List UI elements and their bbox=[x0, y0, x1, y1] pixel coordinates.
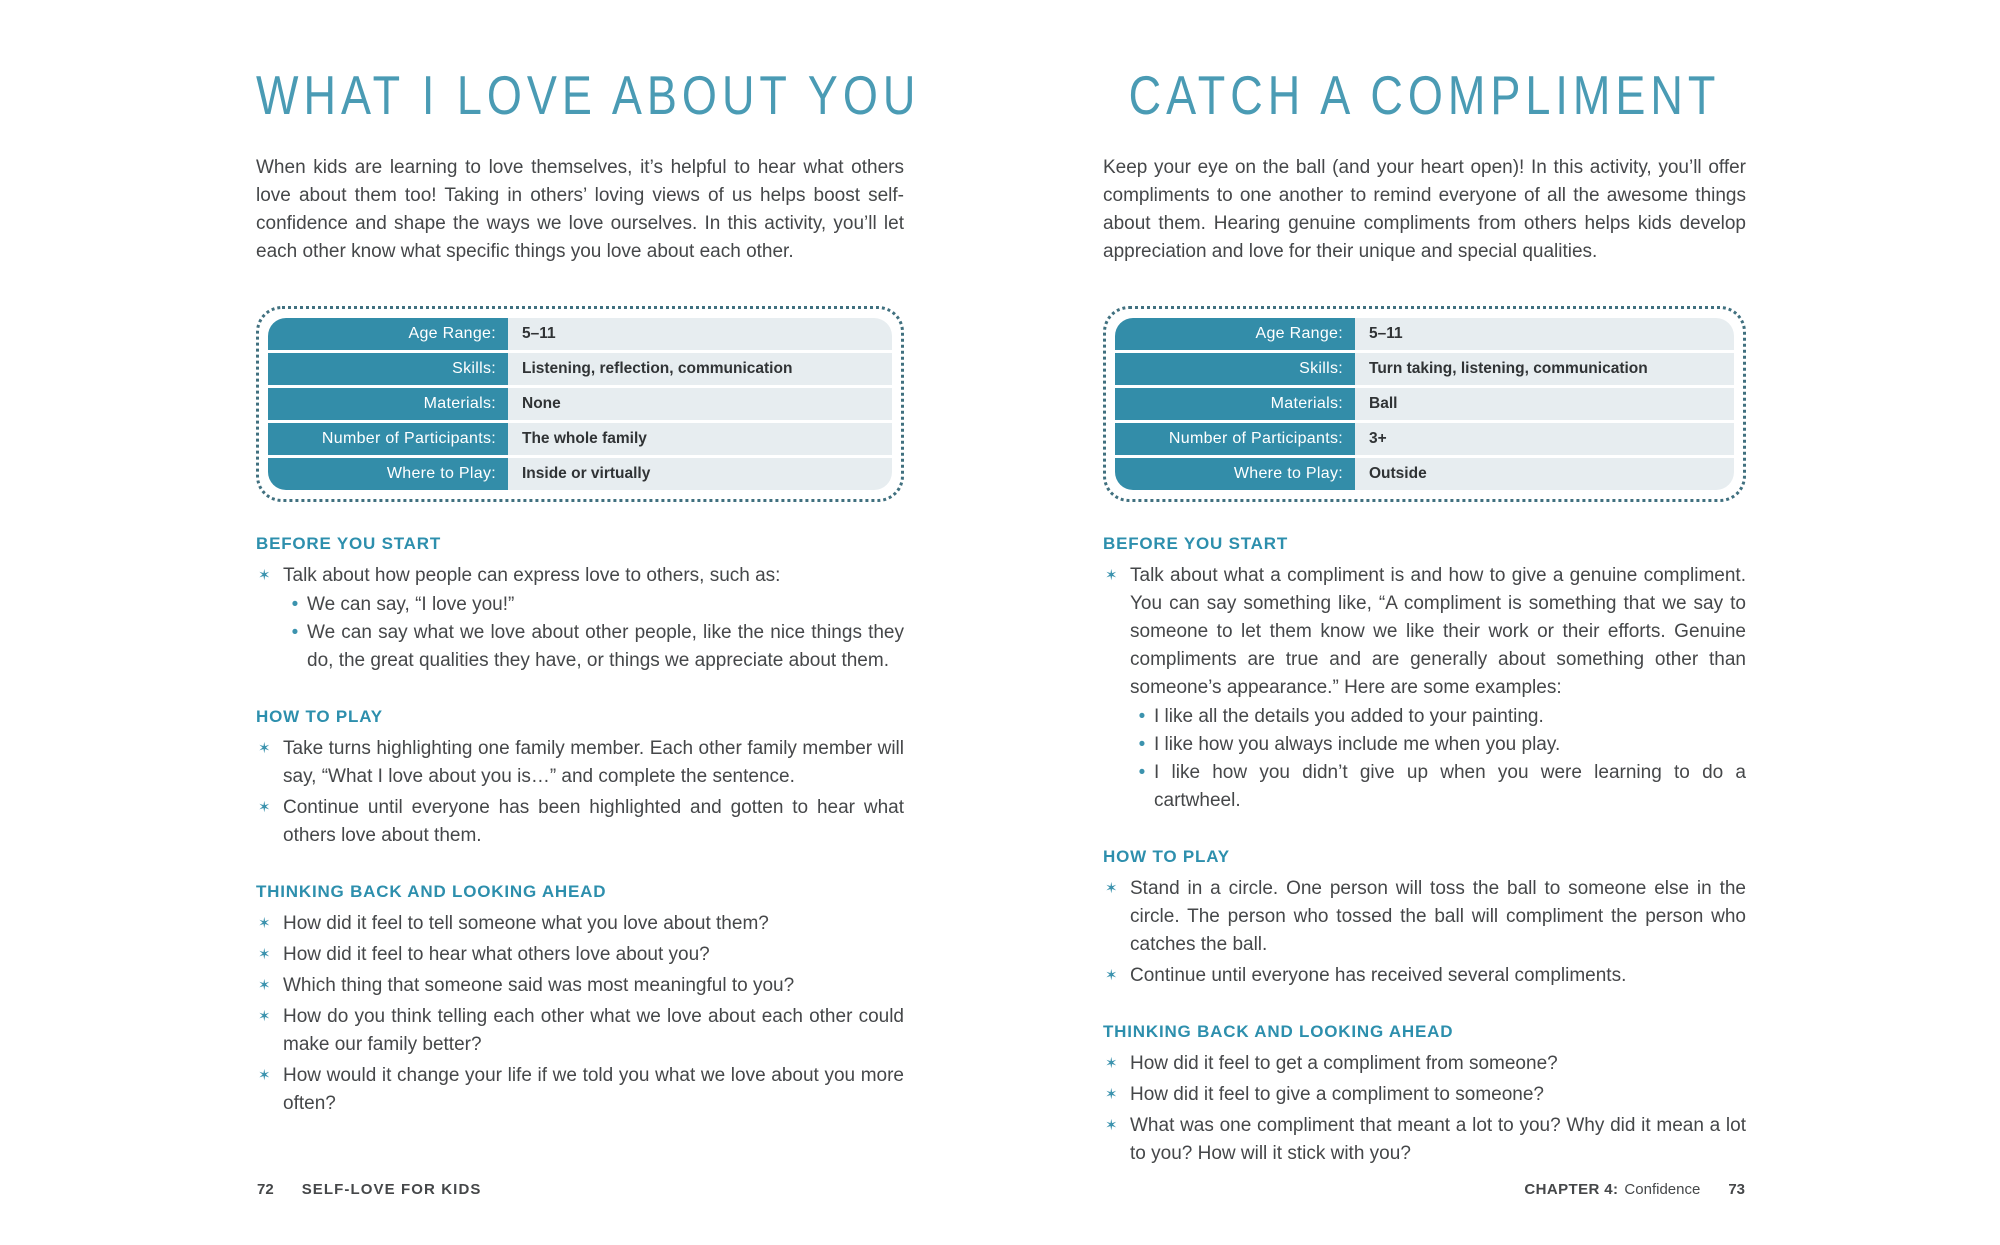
list-item bbox=[1103, 1081, 1746, 1109]
star-bullet-icon: ✶ bbox=[1105, 1055, 1118, 1072]
list-item-text: Continue until everyone has received several compliments. bbox=[1130, 965, 1627, 986]
row-label: Skills: bbox=[268, 353, 508, 385]
chapter-name: Confidence bbox=[1624, 1181, 1701, 1198]
activity-title: WHAT I LOVE ABOUT YOU bbox=[256, 64, 921, 127]
activity-info-table bbox=[268, 318, 892, 490]
list-item-text: How did it feel to tell someone what you love about them? bbox=[283, 913, 769, 934]
sub-list-item bbox=[1130, 703, 1746, 731]
list-item-text: What was one compliment that meant a lot to you? Why did it mean a lot to you? How will it stick with you? bbox=[1130, 1115, 1746, 1164]
table-row bbox=[1115, 353, 1734, 385]
list-item-text: How did it feel to hear what others love about you? bbox=[283, 944, 710, 965]
dot-bullet-icon: • bbox=[1138, 734, 1146, 755]
section-heading: HOW TO PLAY bbox=[256, 707, 383, 726]
section-heading: BEFORE YOU START bbox=[1103, 534, 1289, 553]
list-item-text: Stand in a circle. One person will toss the ball to someone else in the circle. The person who tossed the ball will compliment the person who catches the ball. bbox=[1130, 878, 1746, 955]
list-item-text: Talk about how people can express love to others, such as: bbox=[283, 565, 781, 586]
row-value: Inside or virtually bbox=[508, 458, 892, 490]
star-bullet-icon: ✶ bbox=[258, 1067, 271, 1084]
star-bullet-icon: ✶ bbox=[258, 915, 271, 932]
section-heading: HOW TO PLAY bbox=[1103, 847, 1230, 866]
table-row bbox=[1115, 423, 1734, 455]
row-value: The whole family bbox=[508, 423, 892, 455]
sub-list bbox=[283, 591, 904, 675]
sub-list-item bbox=[1130, 731, 1746, 759]
list-item-text: Take turns highlighting one family member. Each other family member will say, “What I love about you is…” and complete the sentence. bbox=[283, 738, 904, 787]
list-item bbox=[1103, 1112, 1746, 1168]
dot-bullet-icon: • bbox=[291, 622, 299, 643]
star-bullet-icon: ✶ bbox=[1105, 567, 1118, 584]
list-item-text: Which thing that someone said was most meaningful to you? bbox=[283, 975, 795, 996]
star-bullet-icon: ✶ bbox=[258, 1008, 271, 1025]
list-item bbox=[1103, 962, 1746, 990]
table-row bbox=[268, 318, 892, 350]
activity-info-table bbox=[1115, 318, 1734, 490]
table-row bbox=[1115, 318, 1734, 350]
table-row bbox=[268, 423, 892, 455]
section-thinking-back bbox=[1103, 1022, 1746, 1168]
list-item-text: How did it feel to get a compliment from someone? bbox=[1130, 1053, 1558, 1074]
list-item bbox=[1103, 875, 1746, 959]
star-bullet-icon: ✶ bbox=[258, 567, 271, 584]
list-item-text: Talk about what a compliment is and how to give a genuine compliment. You can say something like, “A compliment is something that we say to someone to let them know we like their work or their efforts. Genuine compliments are true and are generally about something other than someone’s appearance.” Here are some examples: bbox=[1130, 565, 1746, 698]
table-row bbox=[268, 458, 892, 490]
sub-list-item bbox=[283, 619, 904, 675]
star-bullet-icon: ✶ bbox=[258, 740, 271, 757]
star-bullet-icon: ✶ bbox=[258, 799, 271, 816]
row-value: Ball bbox=[1355, 388, 1734, 420]
row-value: 5–11 bbox=[1355, 318, 1734, 350]
list-item bbox=[256, 735, 904, 791]
star-bullet-icon: ✶ bbox=[258, 977, 271, 994]
list-item-body bbox=[1130, 562, 1746, 815]
star-bullet-icon: ✶ bbox=[258, 946, 271, 963]
row-value: Outside bbox=[1355, 458, 1734, 490]
sub-item-text: I like all the details you added to your painting. bbox=[1154, 706, 1544, 727]
section-how-to-play bbox=[256, 707, 904, 850]
activity-info-box bbox=[256, 306, 904, 502]
section-before-you-start bbox=[1103, 534, 1746, 815]
activity-title: CATCH A COMPLIMENT bbox=[1128, 64, 1721, 127]
star-bullet-icon: ✶ bbox=[1105, 1117, 1118, 1134]
right-page bbox=[1103, 0, 1746, 1168]
star-bullet-icon: ✶ bbox=[1105, 967, 1118, 984]
list-item-body bbox=[283, 562, 904, 675]
table-row bbox=[1115, 388, 1734, 420]
list-item bbox=[256, 972, 904, 1000]
row-label: Skills: bbox=[1115, 353, 1355, 385]
row-value: Turn taking, listening, communication bbox=[1355, 353, 1734, 385]
left-page bbox=[256, 0, 921, 1118]
row-label: Number of Participants: bbox=[268, 423, 508, 455]
section-heading: THINKING BACK AND LOOKING AHEAD bbox=[256, 882, 607, 901]
row-value: None bbox=[508, 388, 892, 420]
sub-item-text: I like how you always include me when you play. bbox=[1154, 734, 1561, 755]
star-bullet-icon: ✶ bbox=[1105, 1086, 1118, 1103]
sub-item-text: I like how you didn’t give up when you were learning to do a cartwheel. bbox=[1154, 762, 1746, 811]
page-number: 72 bbox=[257, 1181, 274, 1198]
list-item-text: How do you think telling each other what we love about each other could make our family better? bbox=[283, 1006, 904, 1055]
list-item bbox=[1103, 562, 1746, 815]
sub-list bbox=[1130, 703, 1746, 815]
section-heading: THINKING BACK AND LOOKING AHEAD bbox=[1103, 1022, 1454, 1041]
dot-bullet-icon: • bbox=[291, 594, 299, 615]
sub-item-text: We can say what we love about other people, like the nice things they do, the great qualities they have, or things we appreciate about them. bbox=[307, 622, 904, 671]
intro-paragraph: When kids are learning to love themselves, it’s helpful to hear what others love about them too! Taking in others’ loving views of us helps boost self-confidence and shape the ways we love ourselves. In this activity, you’ll let each other know what specific things you love about each other. bbox=[256, 157, 904, 262]
list-item bbox=[256, 1003, 904, 1059]
list-item bbox=[256, 941, 904, 969]
sub-list-item bbox=[283, 591, 904, 619]
section-thinking-back bbox=[256, 882, 904, 1118]
section-before-you-start bbox=[256, 534, 904, 675]
row-value: Listening, reflection, communication bbox=[508, 353, 892, 385]
row-label: Where to Play: bbox=[1115, 458, 1355, 490]
list-item bbox=[256, 562, 904, 675]
left-page-footer bbox=[257, 1181, 482, 1198]
row-label: Number of Participants: bbox=[1115, 423, 1355, 455]
row-label: Age Range: bbox=[268, 318, 508, 350]
list-item bbox=[256, 910, 904, 938]
list-item-text: Continue until everyone has been highlighted and gotten to hear what others love about them. bbox=[283, 797, 904, 846]
table-row bbox=[268, 353, 892, 385]
row-label: Age Range: bbox=[1115, 318, 1355, 350]
list-item-text: How did it feel to give a compliment to someone? bbox=[1130, 1084, 1544, 1105]
dot-bullet-icon: • bbox=[1138, 706, 1146, 727]
sub-list-item bbox=[1130, 759, 1746, 815]
sub-item-text: We can say, “I love you!” bbox=[307, 594, 515, 615]
right-page-footer bbox=[1524, 1181, 1745, 1198]
table-row bbox=[268, 388, 892, 420]
row-label: Materials: bbox=[1115, 388, 1355, 420]
chapter-label: CHAPTER 4: bbox=[1524, 1181, 1619, 1198]
row-value: 5–11 bbox=[508, 318, 892, 350]
table-row bbox=[1115, 458, 1734, 490]
row-value: 3+ bbox=[1355, 423, 1734, 455]
row-label: Materials: bbox=[268, 388, 508, 420]
star-bullet-icon: ✶ bbox=[1105, 880, 1118, 897]
row-label: Where to Play: bbox=[268, 458, 508, 490]
section-how-to-play bbox=[1103, 847, 1746, 990]
list-item bbox=[1103, 1050, 1746, 1078]
section-heading: BEFORE YOU START bbox=[256, 534, 442, 553]
intro-paragraph: Keep your eye on the ball (and your heart open)! In this activity, you’ll offer compliments to one another to remind everyone of all the awesome things about them. Hearing genuine compliments from others helps kids develop appreciation and love for their unique and special qualities. bbox=[1103, 157, 1746, 262]
list-item-text: How would it change your life if we told you what we love about you more often? bbox=[283, 1065, 904, 1114]
list-item bbox=[256, 794, 904, 850]
book-title: SELF-LOVE FOR KIDS bbox=[301, 1181, 482, 1198]
dot-bullet-icon: • bbox=[1138, 762, 1146, 783]
activity-info-box bbox=[1103, 306, 1746, 502]
list-item bbox=[256, 1062, 904, 1118]
page-number: 73 bbox=[1728, 1181, 1745, 1198]
